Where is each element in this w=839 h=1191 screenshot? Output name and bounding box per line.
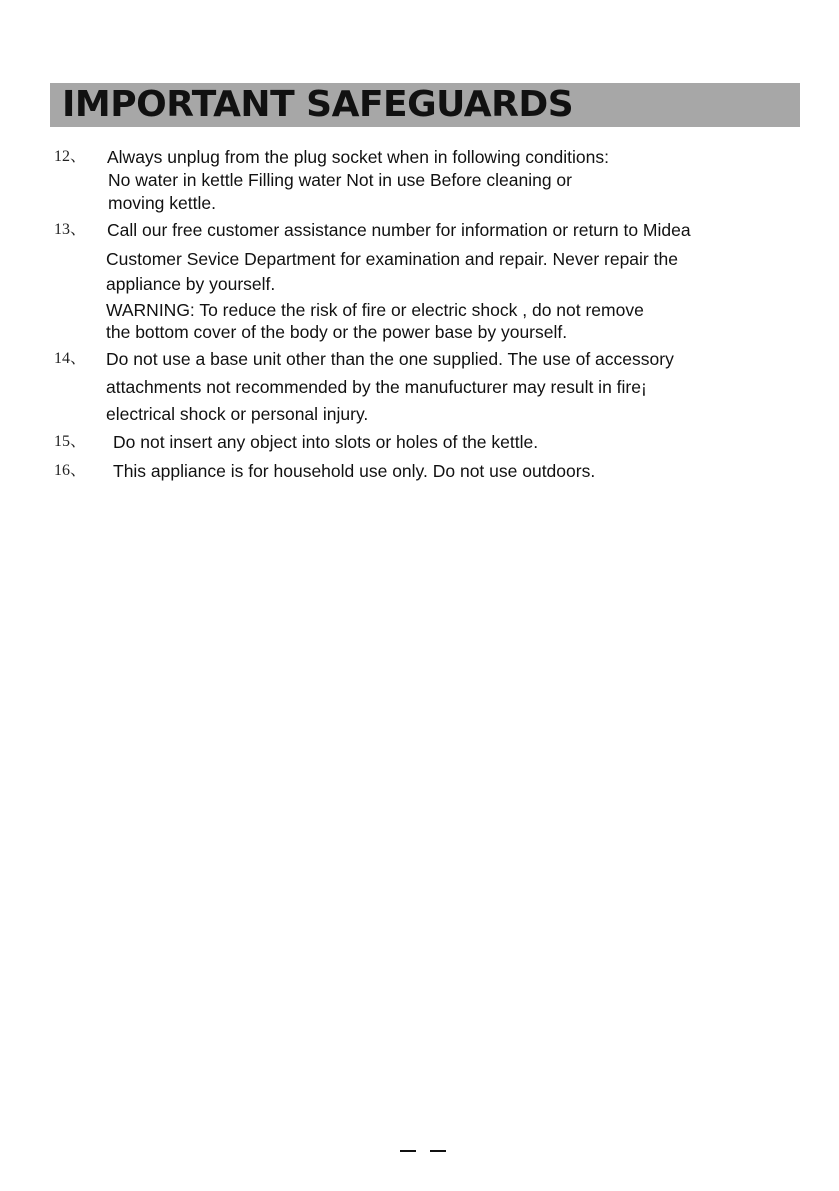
item-text-line: Do not use a base unit other than the one supplied. The use of accessory <box>106 349 674 369</box>
header-banner <box>50 83 800 127</box>
page-marker-dash <box>430 1150 446 1152</box>
page-title: IMPORTANT SAFEGUARDS <box>62 84 574 125</box>
item-number: 13、 <box>54 221 87 238</box>
item-text-line: attachments not recommended by the manufucturer may result in fire¡ <box>106 377 647 397</box>
item-text-line: moving kettle. <box>108 193 216 213</box>
item-text-line: Do not insert any object into slots or holes of the kettle. <box>113 432 539 452</box>
item-text-line: electrical shock or personal injury. <box>106 404 369 424</box>
item-number: 14、 <box>54 350 87 367</box>
item-text-line: appliance by yourself. <box>106 274 276 294</box>
item-number: 15、 <box>54 433 87 450</box>
item-warning-line: the bottom cover of the body or the power base by yourself. <box>106 322 568 342</box>
item-text-line: Customer Sevice Department for examination and repair. Never repair the <box>106 249 678 269</box>
item-text-line: This appliance is for household use only. Do not use outdoors. <box>113 461 596 481</box>
item-text-line: Call our free customer assistance number for information or return to Midea <box>107 220 691 240</box>
item-number: 16、 <box>54 462 87 479</box>
item-warning-line: WARNING: To reduce the risk of fire or electric shock , do not remove <box>106 300 644 320</box>
item-text-line: Always unplug from the plug socket when in following conditions: <box>107 147 609 167</box>
page-marker-dash <box>400 1150 416 1152</box>
item-number: 12、 <box>54 148 87 165</box>
item-text-line: No water in kettle Filling water Not in use Before cleaning or <box>108 170 572 190</box>
